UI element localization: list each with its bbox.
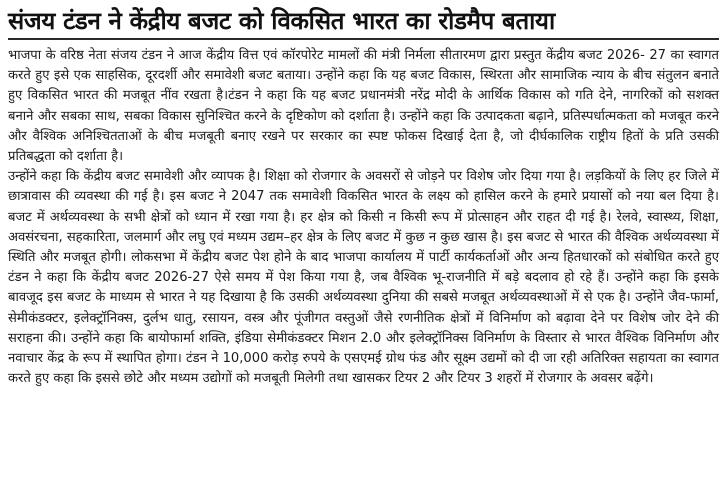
article-body — [8, 46, 719, 389]
article-headline: संजय टंडन ने केंद्रीय बजट को विकसित भारत का रोडमैप बताया — [8, 7, 555, 35]
headline-divider — [8, 38, 719, 40]
article-paragraph: उन्होंने कहा कि केंद्रीय बजट समावेशी और व्यापक है। शिक्षा को रोजगार के अवसरों से जोड़ने पर विशेष जोर दिया गया है। लड़कियों के लिए हर जिले में छात्रावास की व्यवस्था की गई है। इस बजट ने 2047 तक समावेशी विकसित भारत के लक्ष्य को हासिल करने के हमारे प्रयासों को नया बल दिया है। बजट में अर्थव्यवस्था के सभी क्षेत्रों को ध्यान में रखा गया है। हर क्षेत्र को किसी न किसी रूप में प्रोत्साहन और राहत दी गई है। रेलवे, स्वास्थ्य, शिक्षा, अवसंरचना, सहकारिता, जलमार्ग और लघु एवं मध्यम उद्यम–हर क्षेत्र के लिए बजट में कुछ न कुछ खास है। इस बजट से भारत की वैश्विक अर्थव्यवस्था में स्थिति और मजबूत होगी। लोकसभा में केंद्रीय बजट पेश होने के बाद भाजपा कार्यालय में पार्टी कार्यकर्ताओं और अन्य हितधारकों को संबोधित करते हुए टंडन ने कहा कि केंद्रीय बजट 2026-27 ऐसे समय में पेश किया गया है, जब वैश्विक भू-राजनीति में बड़े बदलाव हो रहे हैं। उन्होंने कहा कि इसके बावजूद इस बजट के माध्यम से भारत ने यह दिखाया है कि उसकी अर्थव्यवस्था दुनिया की सबसे मजबूत अर्थव्यवस्थाओं में से एक है। उन्होंने जैव-फार्मा, सेमीकंडक्टर, इलेक्ट्रॉनिक्स, दुर्लभ धातु, रसायन, वस्त्र और पूंजीगत वस्तुओं जैसे रणनीतिक क्षेत्रों में विनिर्माण को बढ़ावा देने पर विशेष जोर देने की सराहना की। उन्होंने कहा कि बायोफार्मा शक्ति, इंडिया सेमीकंडक्टर मिशन 2.0 और इलेक्ट्रॉनिक्स विनिर्माण के विस्तार से भारत वैश्विक विनिर्माण और नवाचार केंद्र के रूप में स्थापित होगा। टंडन ने 10,000 करोड़ रुपये के एसएमई ग्रोथ फंड और सूक्ष्म उद्यमों को दी जा रही अतिरिक्त सहायता का स्वागत करते हुए कहा कि इससे छोटे और मध्यम उद्योगों को मजबूती मिलेगी तथा खासकर टियर 2 और टियर 3 शहरों में रोजगार के अवसर बढ़ेंगे। — [8, 169, 719, 387]
article-paragraph: भाजपा के वरिष्ठ नेता संजय टंडन ने आज केंद्रीय वित्त एवं कॉरपोरेट मामलों की मंत्री निर्मला सीतारमण द्वारा प्रस्तुत केंद्रीय बजट 2026- 27 का स्वागत करते हुए इसे एक साहसिक, दूरदर्शी और समावेशी बजट बताया। उन्होंने कहा कि यह बजट विकास, स्थिरता और सामाजिक न्याय के बीच संतुलन बनाते हुए विकसित भारत की मजबूत नींव रखता है।टंडन ने कहा कि यह बजट प्रधानमंत्री नरेंद्र मोदी के आर्थिक विकास को गति देने, नागरिकों को सशक्त बनाने और सबका साथ, सबका विकास सुनिश्चित करने के दृष्टिकोण को दर्शाता है। उन्होंने कहा कि उत्पादकता बढ़ाने, प्रतिस्पर्धात्मकता को मजबूत करने और वैश्विक अनिश्चितताओं के बीच मजबूती बनाए रखने पर सरकार का स्पष्ट फोकस दिखाई देता है, जो दीर्घकालिक राष्ट्रीय हितों के प्रति उसकी प्रतिबद्धता को दर्शाता है। — [8, 48, 719, 165]
